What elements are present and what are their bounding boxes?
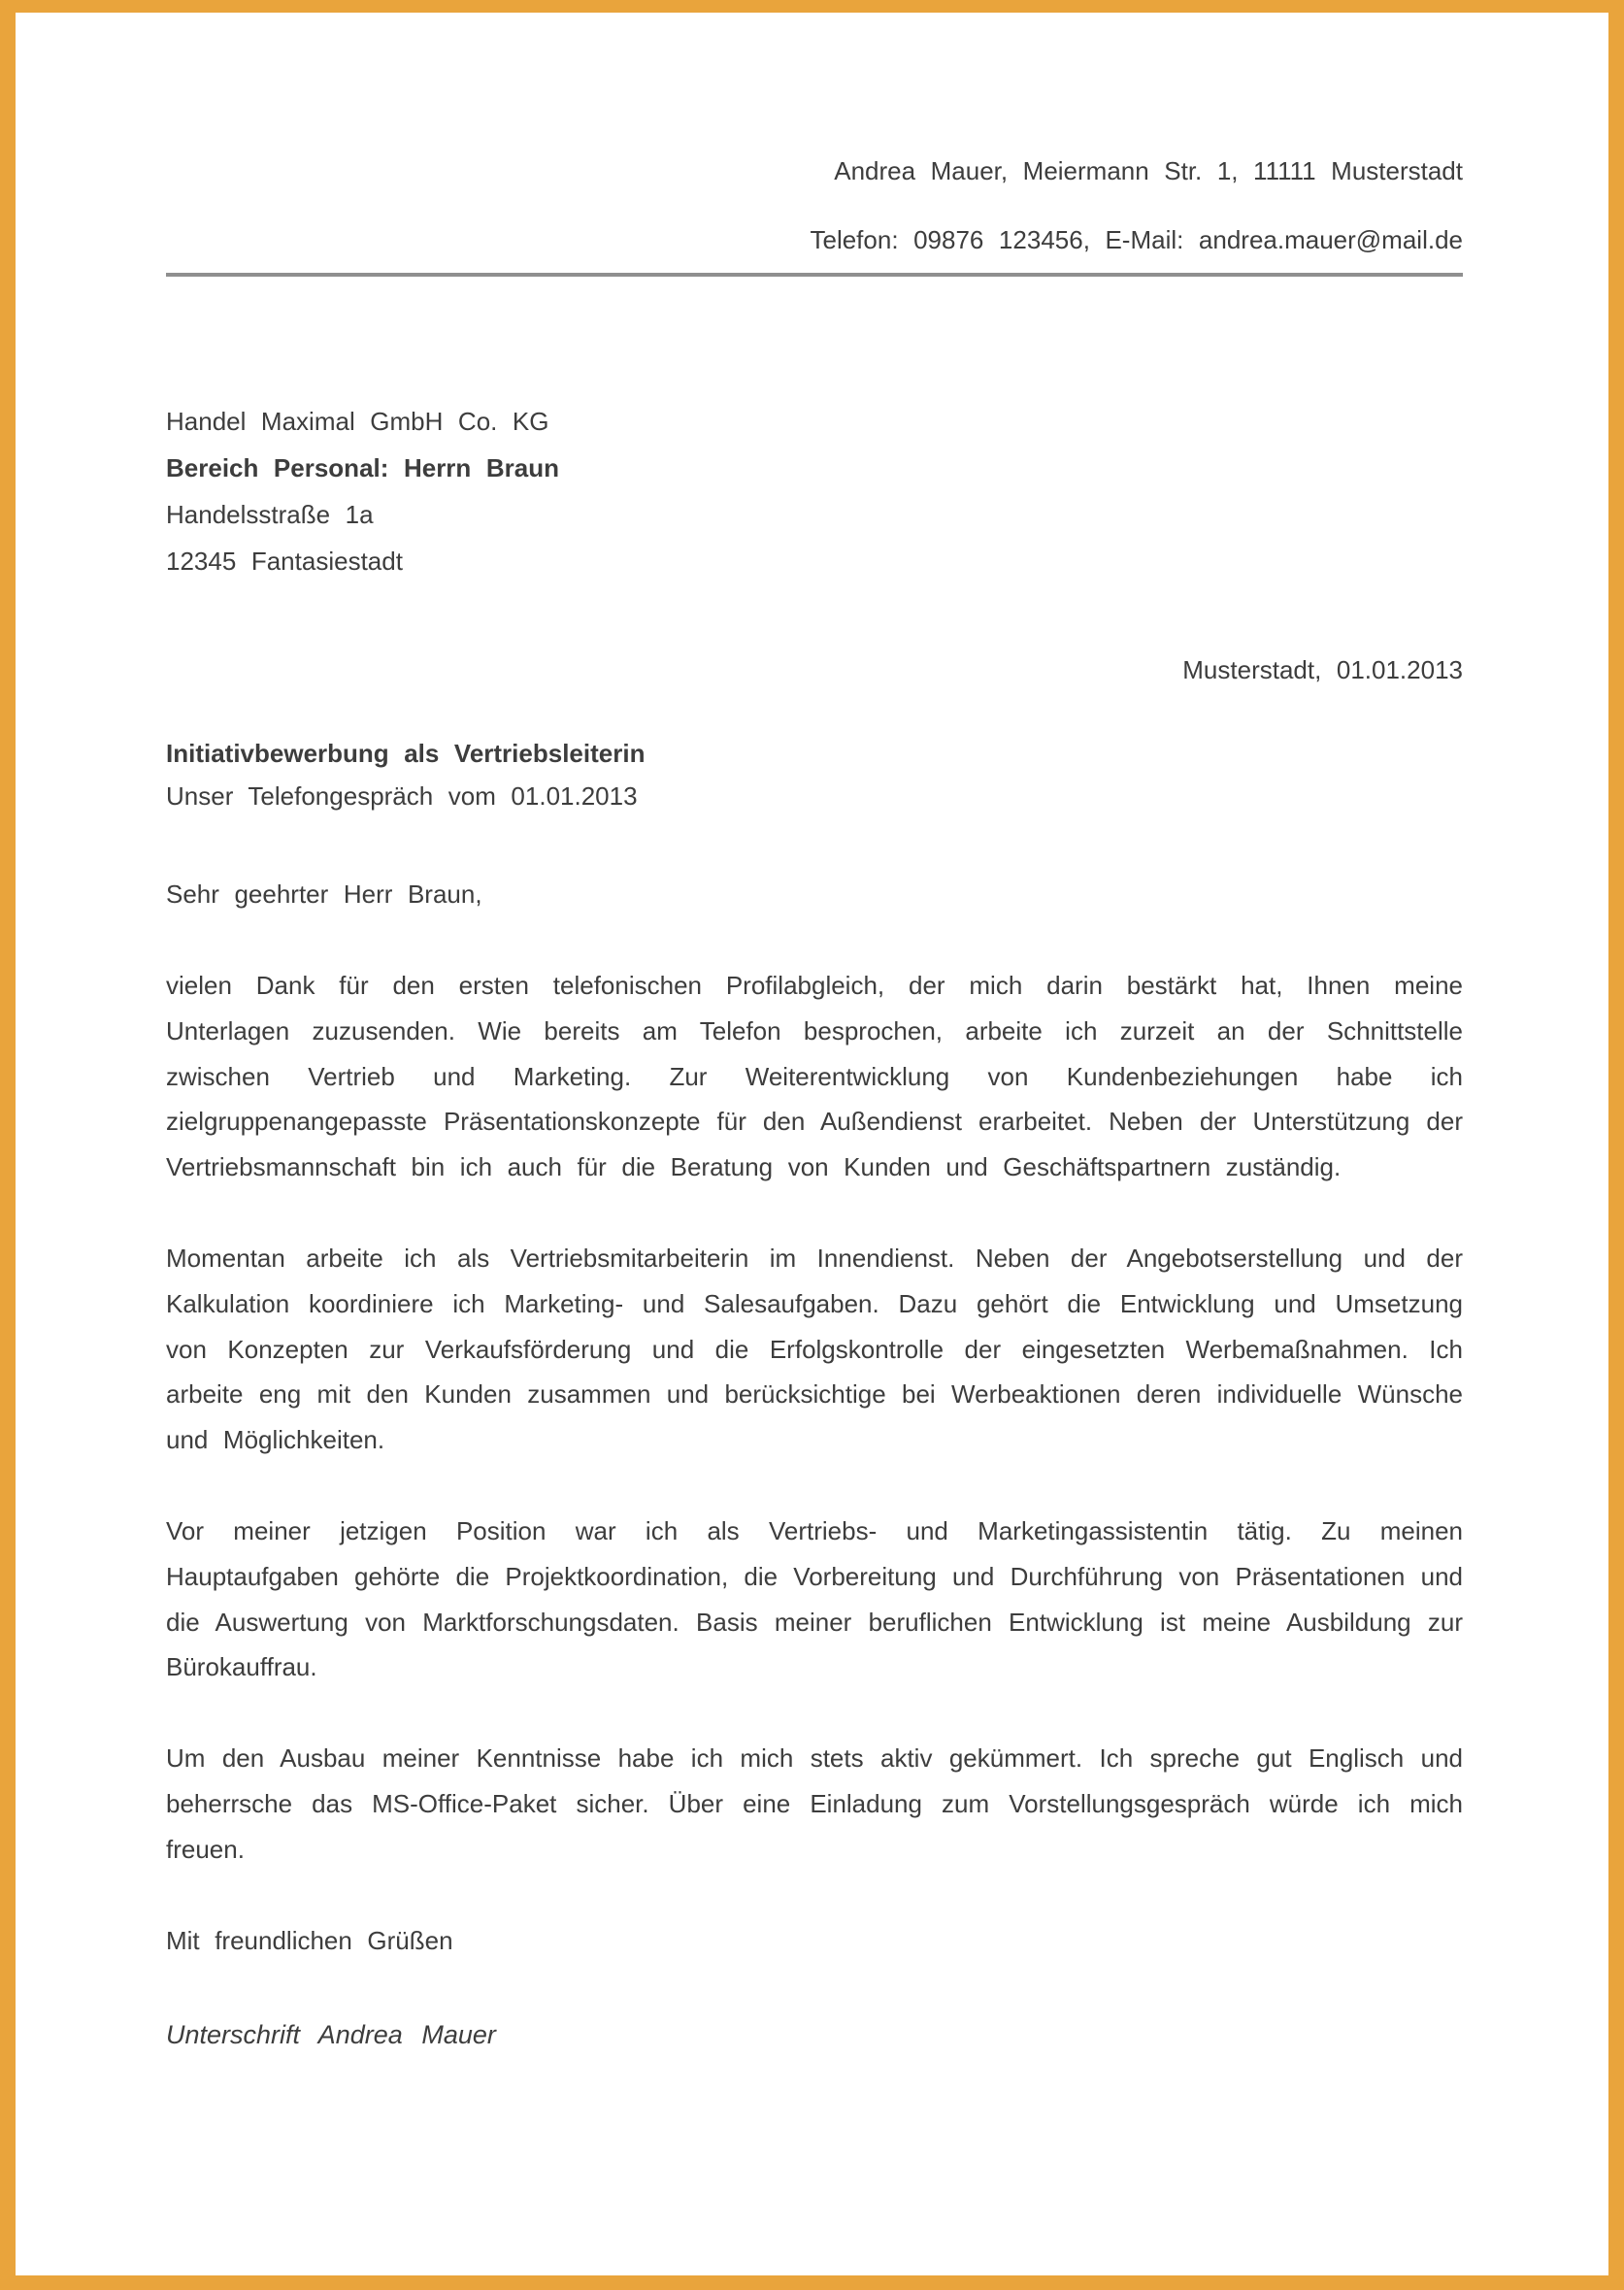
subject-line: Initiativbewerbung als Vertriebsleiterin [166,738,646,768]
body-paragraph-1: vielen Dank für den ersten telefonischen Profilabgleich, der mich darin bestärkt hat, Ihnen meine Unterlagen zuzusenden. Wie bereits am Telefon besprochen, arbeite ich zurzeit an der Schnittstelle zwischen Vertrieb und Marketing. Zur Weiterentwicklung von Kundenbeziehungen habe ich zielgruppenangepasste Präsentationskonzepte für den Außendienst erarbeitet. Neben der Unterstützung der Vertriebsmannschaft bin ich auch für die Beratung von Kunden und Geschäftspartnern zuständig. [166,971,1463,1182]
subject-reference-line: Unser Telefongespräch vom 01.01.2013 [166,781,638,812]
body-paragraph-2: Momentan arbeite ich als Vertriebsmitarbeiterin im Innendienst. Neben der Angebotserstellung und der Kalkulation koordiniere ich Marketing- und Salesaufgaben. Dazu gehört die Entwicklung und Umsetzung von Konzepten zur Verkaufsförderung und die Erfolgskontrolle der eingesetzten Werbemaßnahmen. Ich arbeite eng mit den Kunden zusammen und berücksichtige bei Werbeaktionen deren individuelle Wünsche und Möglichkeiten. [166,1243,1463,1455]
sender-header [166,149,1463,277]
recipient-company: Handel Maximal GmbH Co. KG [166,406,549,436]
recipient-city: 12345 Fantasiestadt [166,546,403,576]
letter-content [16,13,1608,2059]
body-paragraph-4: Um den Ausbau meiner Kenntnisse habe ich mich stets aktiv gekümmert. Ich spreche gut Englisch und beherrsche das MS-Office-Paket sicher. Über eine Einladung zum Vorstellungsgespräch würde ich mich freuen. [166,1743,1463,1864]
salutation: Sehr geehrter Herr Braun, [166,879,482,910]
body-paragraph-3: Vor meiner jetzigen Position war ich als Vertriebs- und Marketingassistentin tätig. Zu meinen Hauptaufgaben gehörte die Projektkoordination, die Vorbereitung und Durchführung von Präsentationen und die Auswertung von Marktforschungsdaten. Basis meiner beruflichen Entwicklung ist meine Ausbildung zur Bürokauffrau. [166,1515,1463,1682]
sender-address-line: Andrea Mauer, Meiermann Str. 1, 11111 Musterstadt [834,156,1463,185]
subject-block [166,732,1463,818]
date-line: Musterstadt, 01.01.2013 [1182,654,1463,684]
closing-phrase: Mit freundlichen Grüßen [166,1925,453,1955]
header-divider [166,273,1463,277]
recipient-street: Handelsstraße 1a [166,499,374,529]
signature: Unterschrift Andrea Mauer [166,2020,496,2050]
recipient-block [166,398,1463,584]
sender-contact-line: Telefon: 09876 123456, E-Mail: andrea.mauer@mail.de [810,224,1463,254]
recipient-department: Bereich Personal: Herrn Braun [166,452,559,482]
